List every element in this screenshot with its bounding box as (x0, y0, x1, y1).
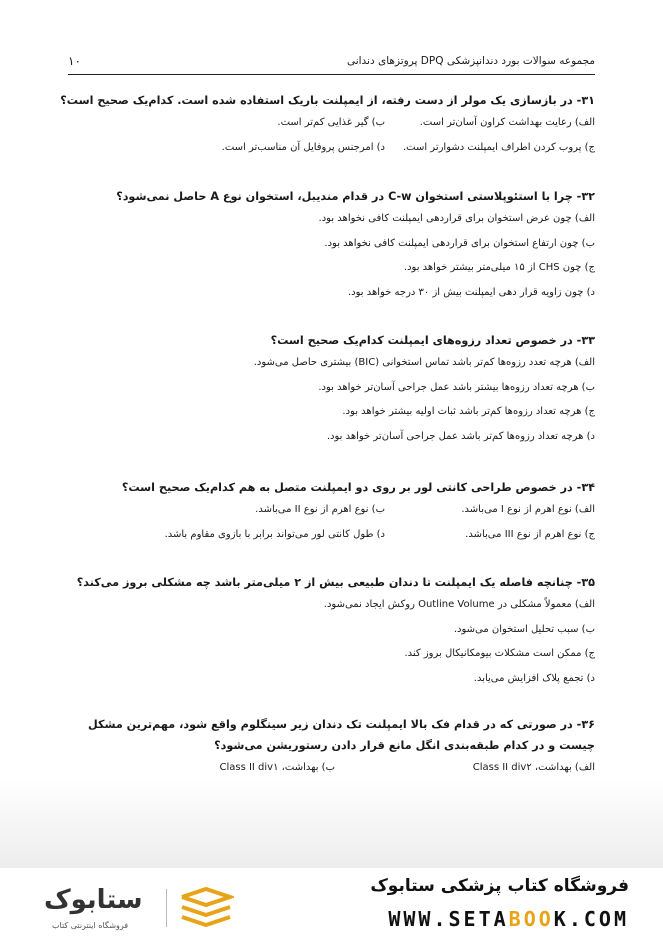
option-b: ب) چون ارتفاع استخوان برای قراردهی ایمپلنت کافی نخواهد بود. (324, 237, 595, 249)
question-title: ۳۴- در خصوص طراحی کانتی لور بر روی دو ایمپلنت متصل به هم کدام‌یک صحیح است؟ (121, 481, 595, 494)
options-row (70, 498, 595, 523)
option-c: ج) چون CHS از ۱۵ میلی‌متر بیشتر خواهد بود. (403, 262, 595, 273)
option-c: ج) هرچه تعداد رزوه‌ها کم‌تر باشد ثبات اولیه بیشتر خواهد بود. (342, 406, 595, 417)
option-c: ج) ممکن است مشکلات بیومکانیکال بروز کند. (404, 648, 595, 659)
page-bottom-shadow (0, 780, 663, 870)
option-a: الف) رعایت بهداشت کراون آسان‌تر است. (419, 117, 595, 128)
options-row (70, 523, 595, 548)
question-title: ۳۵- چنانچه فاصله یک ایمپلنت تا دندان طبیعی بیش از ۲ میلی‌متر باشد چه مشکلی بروز می‌کند؟ (76, 576, 595, 589)
page-number: ۱۰ (68, 54, 81, 68)
option-d: د) هرچه تعداد رزوه‌ها کم‌تر باشد عمل جراحی آسان‌تر خواهد بود. (326, 430, 595, 442)
question-31 (60, 90, 595, 160)
logo-text: ستابوک (44, 885, 143, 915)
option-a: الف) چون عرض استخوان برای قراردهی ایمپلنت کافی نخواهد بود. (318, 213, 595, 224)
option-c: ج) پروب کردن اطراف ایمپلنت دشوارتر است. (402, 141, 595, 153)
options-row (70, 756, 595, 781)
question-35 (70, 572, 595, 691)
option-c: ج) نوع اهرم از نوع III می‌باشد. (465, 528, 595, 540)
book-stack-icon (178, 887, 234, 929)
question-title: ۳۶- در صورتی که در قدام فک بالا ایمپلنت تک دندان زیر سینگلوم واقع شود، مهم‌ترین مشکل چیست و در کدام طبقه‌بندی انگل مانع قرار دادن رستوریشن می‌شود؟ (87, 718, 595, 752)
option-b: ب) سبب تحلیل استخوان می‌شود. (453, 623, 595, 635)
options-row (70, 111, 595, 136)
option-a: الف) معمولاً مشکلی در Outline Volume روکش ایجاد نمی‌شود. (323, 599, 595, 610)
question-34 (70, 477, 595, 547)
option-d: د) تجمع پلاک افزایش می‌یابد. (473, 672, 595, 684)
running-title: مجموعه سوالات بورد دندانپزشکی DPQ پروتزهای دندانی (346, 55, 595, 67)
option-b: ب) نوع اهرم از نوع II می‌باشد. (255, 504, 385, 515)
url-prefix: WWW.SETA (388, 907, 509, 931)
setabook-logo (38, 885, 258, 931)
url-accent: BOO (508, 907, 554, 931)
question-title: ۳۱- در بازسازی یک مولر از دست رفته، از ایمپلنت باریک استفاده شده است. کدام‌یک صحیح است؟ (60, 94, 595, 107)
option-d: د) چون زاویه قرار دهی ایمپلنت بیش از ۳۰ درجه خواهد بود. (347, 286, 595, 298)
option-b: ب) هرچه تعداد رزوه‌ها بیشتر باشد عمل جراحی آسان‌تر خواهد بود. (318, 381, 595, 393)
option-a: الف) هرچه تعدد رزوه‌ها کم‌تر باشد تماس استخوانی (BIC) بیشتری حاصل می‌شود. (253, 357, 595, 368)
page-header (68, 52, 595, 75)
logo-subtitle: فروشگاه اینترنتی کتاب (52, 921, 129, 930)
options-row (70, 136, 595, 161)
option-b: ب) گیر غذایی کم‌تر است. (277, 117, 385, 128)
logo-divider (166, 889, 167, 927)
option-d: د) امرجنس پروفایل آن مناسب‌تر است. (221, 141, 385, 153)
question-title: ۳۳- در خصوص تعداد رزوه‌های ایمپلنت کدام‌یک صحیح است؟ (270, 334, 595, 347)
option-b: ب) بهداشت، Class II div۱ (219, 762, 335, 773)
option-d: د) طول کانتی لور می‌تواند برابر با بازوی مقاوم باشد. (164, 528, 385, 540)
question-32 (70, 186, 595, 305)
question-title: ۳۲- چرا با استئوپلاستی استخوان C-w در قدام منديبل، استخوان نوع A حاصل نمی‌شود؟ (116, 190, 595, 203)
shop-name: فروشگاه کتاب پزشکی ستابوک (370, 876, 629, 896)
option-a: الف) نوع اهرم از نوع I می‌باشد. (461, 504, 595, 515)
shop-url (388, 907, 629, 931)
option-a: الف) بهداشت، Class II div۲ (472, 762, 595, 773)
url-suffix: K.COM (553, 907, 629, 931)
question-33 (70, 330, 595, 449)
